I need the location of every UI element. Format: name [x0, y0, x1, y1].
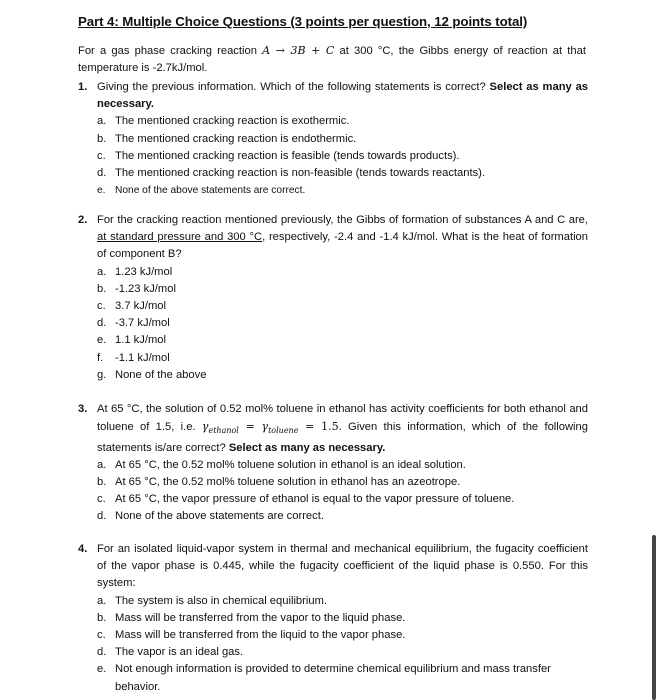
reaction-equation: A → 3B + C: [262, 44, 335, 57]
option-letter: e.: [97, 663, 107, 676]
option-text: Mass will be transferred from the vapor to the liquid phase.: [115, 611, 406, 624]
gamma-value: = 1.5: [298, 420, 339, 434]
option-letter: e.: [97, 334, 107, 347]
question-2: [78, 212, 588, 384]
option-text: None of the above: [115, 368, 207, 381]
option-a[interactable]: [97, 593, 588, 610]
question-number: 4.: [78, 543, 88, 555]
question-1: [78, 79, 588, 199]
option-letter: d.: [97, 510, 107, 523]
option-b[interactable]: [97, 281, 588, 298]
gamma-symbol: γ: [201, 420, 209, 434]
question-4: [78, 541, 588, 696]
option-d[interactable]: [97, 508, 588, 525]
vertical-scrollbar[interactable]: [652, 535, 656, 700]
option-letter: b.: [97, 476, 107, 488]
option-b[interactable]: [97, 131, 588, 148]
option-letter: c.: [97, 300, 106, 313]
activity-coefficient-equation: $\gamma_{ethanol} = \gamma_{toluene} = 1.5$: [201, 420, 339, 436]
stem-text-part2: . Given this information, which of the following statements is/are correct?: [97, 421, 588, 454]
question-stem: [97, 401, 588, 457]
option-letter: g.: [97, 368, 107, 381]
option-d[interactable]: [97, 644, 588, 661]
question-stem: [97, 79, 588, 113]
options-list: [97, 593, 588, 696]
question-number: 2.: [78, 214, 88, 226]
stem-text: For an isolated liquid-vapor system in thermal and mechanical equilibrium, the fugacity coefficient of the vapor phase is 0.445, while the fugacity coefficient of the liquid phase is 0.550. For this system:: [97, 543, 588, 590]
option-letter: e.: [97, 185, 106, 197]
option-a[interactable]: [97, 113, 588, 130]
stem-text-part1: At 65 °C, the solution of 0.52 mol% toluene in ethanol has activity coefficients for both ethanol and toluene of 1.5, i.e.: [97, 403, 588, 434]
question-stem: [97, 212, 588, 264]
option-g[interactable]: [97, 367, 588, 384]
option-e[interactable]: [97, 332, 588, 349]
option-letter: d.: [97, 167, 107, 180]
option-e[interactable]: [97, 182, 588, 199]
option-text: -3.7 kJ/mol: [115, 317, 170, 330]
option-text: The system is also in chemical equilibrium.: [115, 594, 328, 607]
option-letter: c.: [97, 149, 106, 162]
gamma-subscript-toluene: toluene: [268, 426, 299, 436]
intro-text-after: at 300 °C, the Gibbs energy of reaction at that temperature is -2.7kJ/mol.: [78, 45, 586, 75]
option-text: 3.7 kJ/mol: [115, 300, 166, 313]
option-text: The mentioned cracking reaction is exothermic.: [115, 115, 350, 128]
question-number: 1.: [78, 81, 88, 93]
stem-text-part1: For the cracking reaction mentioned previously, the Gibbs of formation of substances A and C are,: [97, 214, 588, 226]
option-text: The vapor is an ideal gas.: [115, 646, 244, 659]
question-stem: [97, 541, 588, 593]
option-text: The mentioned cracking reaction is non-feasible (tends towards reactants).: [115, 167, 485, 180]
option-letter: c.: [97, 493, 106, 506]
option-c[interactable]: [97, 148, 588, 165]
option-text: None of the above statements are correct.: [115, 185, 306, 197]
option-d[interactable]: [97, 165, 588, 182]
option-c[interactable]: [97, 627, 588, 644]
option-text: At 65 °C, the 0.52 mol% toluene solution in ethanol is an ideal solution.: [115, 458, 466, 471]
intro-paragraph: [78, 42, 586, 77]
gamma-subscript-ethanol: ethanol: [208, 426, 239, 436]
options-list: [97, 264, 588, 384]
option-e[interactable]: [97, 661, 588, 695]
option-text: None of the above statements are correct.: [115, 510, 324, 523]
option-letter: a.: [97, 115, 107, 128]
question-number: 3.: [78, 403, 88, 415]
page-title: Part 4: Multiple Choice Questions (3 points per question, 12 points total): [78, 14, 528, 29]
option-d[interactable]: [97, 315, 588, 332]
option-c[interactable]: [97, 298, 588, 315]
option-text: -1.23 kJ/mol: [115, 282, 176, 295]
stem-instruction: Select as many as necessary.: [228, 441, 386, 454]
stem-underlined-conditions: at standard pressure and 300 °C: [97, 231, 263, 244]
option-text: Mass will be transferred from the liquid to the vapor phase.: [115, 629, 406, 642]
option-letter: b.: [97, 611, 107, 624]
option-b[interactable]: [97, 610, 588, 627]
option-letter: c.: [97, 629, 106, 642]
option-letter: b.: [97, 282, 107, 295]
options-list: [97, 457, 588, 526]
option-text: The mentioned cracking reaction is feasible (tends towards products).: [115, 149, 460, 162]
intro-text-before: For a gas phase cracking reaction: [78, 45, 263, 57]
option-letter: d.: [97, 646, 107, 659]
option-a[interactable]: [97, 457, 588, 474]
question-3: [78, 401, 588, 526]
option-text: 1.23 kJ/mol: [115, 265, 173, 278]
options-list: [97, 113, 588, 199]
option-text: 1.1 kJ/mol: [115, 334, 166, 347]
option-text: -1.1 kJ/mol: [115, 351, 170, 364]
option-letter: a.: [97, 458, 107, 471]
option-letter: f.: [97, 351, 104, 364]
stem-text-part2: , respectively, -2.4 and -1.4 kJ/mol. What is the heat of formation of component B?: [97, 231, 588, 261]
gamma-symbol: γ: [261, 420, 269, 434]
option-letter: a.: [97, 594, 107, 607]
option-a[interactable]: [97, 264, 588, 281]
option-letter: b.: [97, 132, 107, 145]
option-text: The mentioned cracking reaction is endothermic.: [115, 132, 357, 145]
option-text: At 65 °C, the 0.52 mol% toluene solution in ethanol has an azeotrope.: [115, 476, 461, 488]
option-letter: a.: [97, 265, 107, 278]
option-b[interactable]: [97, 474, 588, 491]
option-text: Not enough information is provided to determine chemical equilibrium and mass transfer behavior.: [115, 663, 551, 693]
option-f[interactable]: [97, 350, 588, 367]
option-letter: d.: [97, 317, 107, 330]
option-text: At 65 °C, the vapor pressure of ethanol is equal to the vapor pressure of toluene.: [115, 493, 515, 506]
option-c[interactable]: [97, 491, 588, 508]
stem-instruction: Select as many as necessary.: [97, 81, 589, 111]
stem-text: Giving the previous information. Which of the following statements is correct?: [97, 81, 486, 93]
